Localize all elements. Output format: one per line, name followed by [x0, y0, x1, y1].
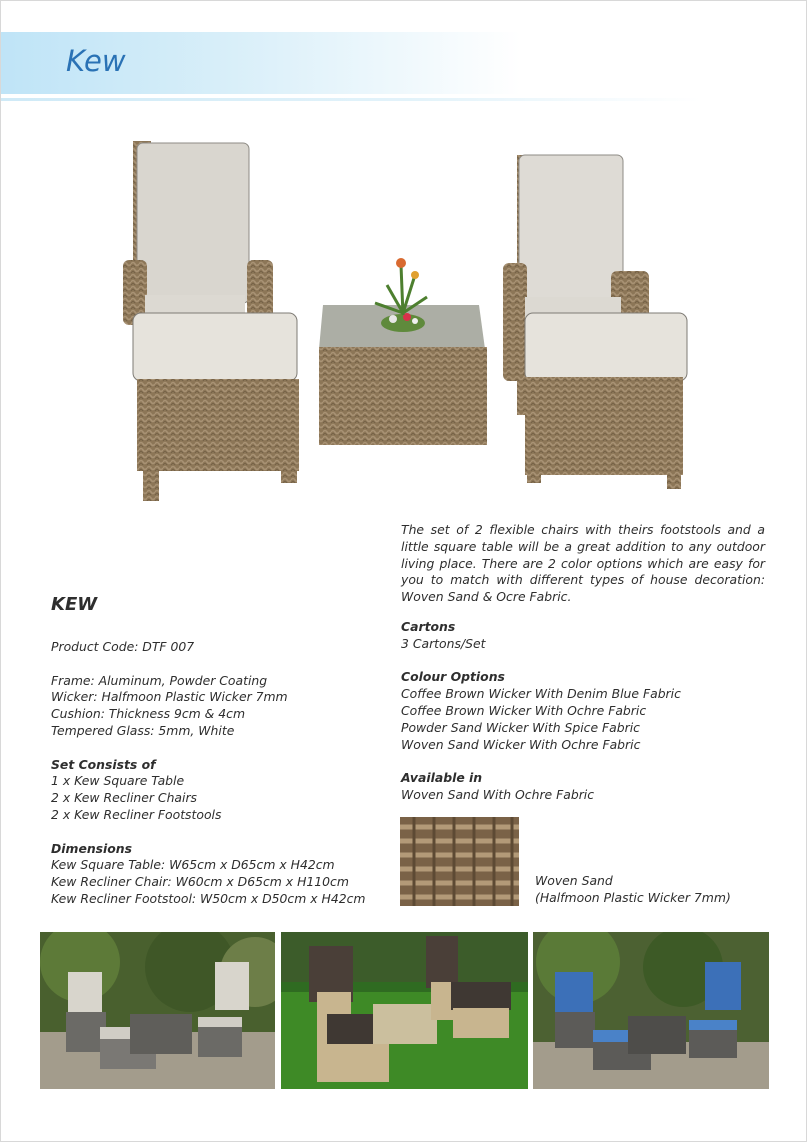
lifestyle-photo-blue [533, 932, 769, 1089]
spec-line: Cushion: Thickness 9cm & 4cm [51, 706, 246, 722]
cartons-heading: Cartons [401, 619, 456, 634]
spec-line: Frame: Aluminum, Powder Coating [51, 672, 268, 688]
lifestyle-photo-grey [40, 932, 275, 1089]
colour-options-heading: Colour Options [401, 669, 505, 685]
dimension-line: Kew Square Table: W65cm x D65cm x H42cm [51, 857, 335, 873]
colour-option: Powder Sand Wicker With Spice Fabric [401, 719, 640, 735]
header-divider [1, 98, 701, 101]
options-column [401, 619, 781, 804]
page-title: Kew [66, 44, 126, 78]
spec-line: Wicker: Halfmoon Plastic Wicker 7mm [51, 689, 288, 705]
product-hero-image [115, 135, 695, 515]
product-name: KEW [51, 594, 98, 615]
dimension-line: Kew Recliner Footstool: W50cm x D50cm x H42cm [51, 890, 366, 906]
colour-option: Coffee Brown Wicker With Ochre Fabric [401, 702, 647, 718]
swatch-caption [535, 873, 785, 907]
lifestyle-photo-sand [281, 932, 528, 1089]
available-heading: Available in [401, 770, 483, 786]
product-description: The set of 2 flexible chairs with theirs footstools and a little square table will be a great addition to any outdoor living place. There are 2 color options which are easy for you to match with different types of house decoration: Woven Sand & Ocre Fabric. [401, 522, 765, 605]
spec-line: Tempered Glass: 5mm, White [51, 722, 235, 738]
available-value: Woven Sand With Ochre Fabric [401, 786, 595, 802]
dimension-line: Kew Recliner Chair: W60cm x D65cm x H110cm [51, 874, 349, 890]
set-item: 1 x Kew Square Table [51, 773, 185, 789]
wicker-swatch-image [400, 817, 519, 906]
cartons-value: 3 Cartons/Set [401, 635, 486, 651]
product-code: Product Code: DTF 007 [51, 639, 195, 654]
spec-column [51, 639, 391, 908]
colour-option: Coffee Brown Wicker With Denim Blue Fabric [401, 686, 681, 702]
set-heading: Set Consists of [51, 756, 156, 772]
dimensions-heading: Dimensions [51, 840, 132, 856]
set-item: 2 x Kew Recliner Footstools [51, 806, 222, 822]
colour-option: Woven Sand Wicker With Ochre Fabric [401, 736, 641, 752]
swatch-detail: (Halfmoon Plastic Wicker 7mm) [535, 889, 731, 905]
swatch-name: Woven Sand [535, 873, 613, 888]
set-item: 2 x Kew Recliner Chairs [51, 790, 198, 806]
